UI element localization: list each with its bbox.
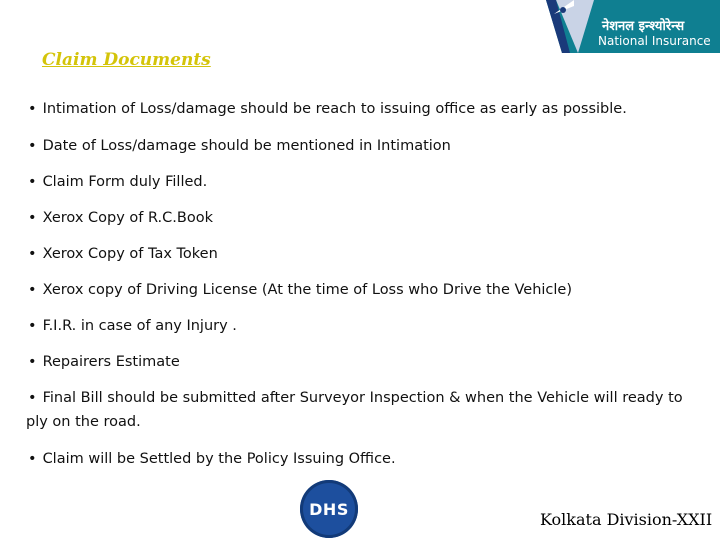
list-item: • Final Bill should be submitted after Surveyor Inspection & when the Vehicle will ready to ply on the road. bbox=[26, 390, 683, 430]
list-item: • Claim Form duly Filled. bbox=[28, 174, 208, 190]
list-item-text: Intimation of Loss/damage should be reach to issuing office as early as possible. bbox=[42, 101, 627, 117]
list-item-text: Xerox Copy of R.C.Book bbox=[42, 210, 213, 226]
logo-english-text: National Insurance bbox=[598, 34, 711, 48]
list-item-text: Claim will be Settled by the Policy Issuing Office. bbox=[42, 451, 396, 467]
list-item-text: Date of Loss/damage should be mentioned in Intimation bbox=[42, 138, 451, 154]
dhs-badge bbox=[300, 480, 358, 538]
list-item-text: Xerox copy of Driving License (At the time of Loss who Drive the Vehicle) bbox=[42, 282, 572, 298]
footer-division: Kolkata Division-XXII bbox=[540, 510, 713, 529]
list-item-text: Claim Form duly Filled. bbox=[42, 174, 208, 190]
list-item: • Claim will be Settled by the Policy Issuing Office. bbox=[28, 451, 396, 467]
list-item-text: Final Bill should be submitted after Surveyor Inspection & when the Vehicle will ready to ply on the road. bbox=[26, 390, 683, 430]
page-title: Claim Documents bbox=[42, 50, 211, 70]
list-item: • F.I.R. in case of any Injury . bbox=[28, 318, 237, 334]
list-item: • Repairers Estimate bbox=[28, 354, 180, 370]
dhs-badge-text: DHS bbox=[309, 499, 349, 519]
list-item: • Intimation of Loss/damage should be reach to issuing office as early as possible. bbox=[28, 101, 627, 117]
list-item-text: Repairers Estimate bbox=[42, 354, 180, 370]
logo-hindi-text: नेशनल इन्श्योरेन्स bbox=[602, 19, 685, 34]
list-item-text: Xerox Copy of Tax Token bbox=[42, 246, 218, 262]
list-item-text: F.I.R. in case of any Injury . bbox=[42, 318, 237, 334]
list-item: • Xerox Copy of R.C.Book bbox=[28, 210, 213, 226]
list-item: • Xerox copy of Driving License (At the time of Loss who Drive the Vehicle) bbox=[28, 282, 572, 298]
list-item: • Date of Loss/damage should be mentioned in Intimation bbox=[28, 138, 451, 154]
list-item: • Xerox Copy of Tax Token bbox=[28, 246, 218, 262]
